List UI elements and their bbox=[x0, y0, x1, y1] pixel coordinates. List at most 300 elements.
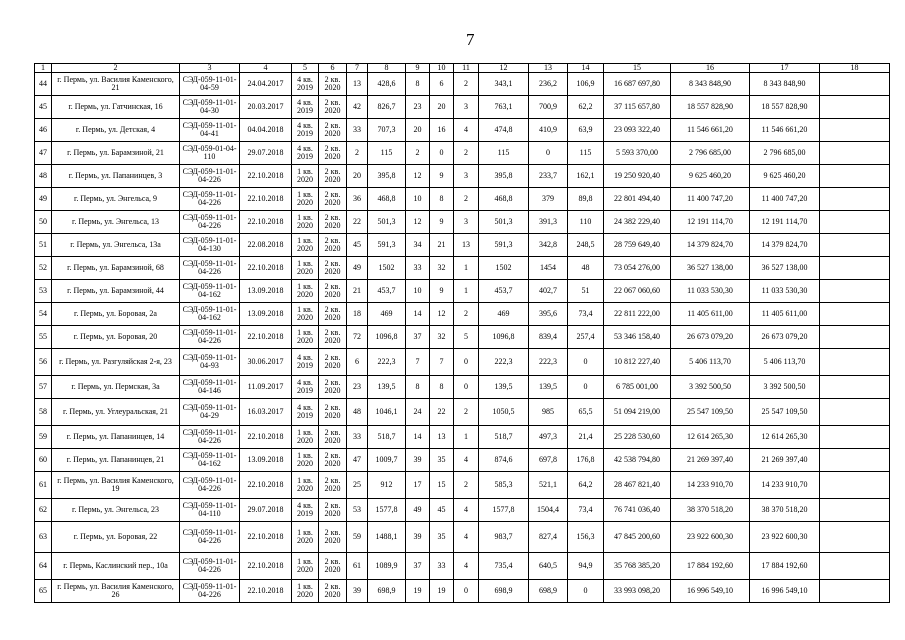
area-municipal-cell: 0 bbox=[568, 376, 604, 399]
cost-fund-cell: 12 614 265,30 bbox=[671, 426, 750, 449]
table-row bbox=[35, 499, 890, 522]
document-number-cell: СЭД-059-11-01-04-226 bbox=[180, 211, 240, 234]
apartments-private-cell: 32 bbox=[430, 257, 454, 280]
area-municipal-cell: 21,4 bbox=[568, 426, 604, 449]
area-resettled-cell: 874,6 bbox=[479, 449, 529, 472]
area-municipal-cell: 0 bbox=[568, 349, 604, 376]
apartments-private-cell: 8 bbox=[430, 376, 454, 399]
end-quarter-cell: 2 кв. 2020 bbox=[319, 119, 347, 142]
area-total-cell: 1089,9 bbox=[368, 553, 406, 580]
start-quarter-cell: 4 кв. 2019 bbox=[292, 119, 319, 142]
apartments-private-cell: 32 bbox=[430, 326, 454, 349]
area-resettled-cell: 1502 bbox=[479, 257, 529, 280]
cost-total-cell: 53 346 158,40 bbox=[604, 326, 671, 349]
document-date-cell: 16.03.2017 bbox=[240, 399, 292, 426]
row-number-cell: 46 bbox=[35, 119, 52, 142]
cost-total-cell: 73 054 276,00 bbox=[604, 257, 671, 280]
address-cell: г. Пермь, ул. Барамзиной, 21 bbox=[52, 142, 180, 165]
cost-budget-cell: 2 796 685,00 bbox=[750, 142, 820, 165]
end-quarter-cell: 2 кв. 2020 bbox=[319, 326, 347, 349]
apartments-municipal-cell: 4 bbox=[454, 553, 479, 580]
apartments-total-cell: 12 bbox=[406, 165, 430, 188]
apartments-private-cell: 0 bbox=[430, 142, 454, 165]
cost-budget-cell: 11 546 661,20 bbox=[750, 119, 820, 142]
row-number-cell: 61 bbox=[35, 472, 52, 499]
row-number-cell: 50 bbox=[35, 211, 52, 234]
cost-fund-cell: 18 557 828,90 bbox=[671, 96, 750, 119]
area-municipal-cell: 65,5 bbox=[568, 399, 604, 426]
address-cell: г. Пермь, ул. Папанинцев, 21 bbox=[52, 449, 180, 472]
area-total-cell: 468,8 bbox=[368, 188, 406, 211]
start-quarter-cell: 1 кв. 2020 bbox=[292, 211, 319, 234]
cost-fund-cell: 23 922 600,30 bbox=[671, 522, 750, 553]
column-number-11: 11 bbox=[454, 64, 479, 73]
document-date-cell: 22.10.2018 bbox=[240, 188, 292, 211]
document-date-cell: 13.09.2018 bbox=[240, 449, 292, 472]
residents-count-cell: 23 bbox=[347, 376, 368, 399]
column-18-cell bbox=[820, 472, 890, 499]
cost-total-cell: 33 993 098,20 bbox=[604, 580, 671, 603]
apartments-municipal-cell: 2 bbox=[454, 399, 479, 426]
area-municipal-cell: 89,8 bbox=[568, 188, 604, 211]
apartments-total-cell: 49 bbox=[406, 499, 430, 522]
cost-budget-cell: 36 527 138,00 bbox=[750, 257, 820, 280]
cost-budget-cell: 12 191 114,70 bbox=[750, 211, 820, 234]
end-quarter-cell: 2 кв. 2020 bbox=[319, 449, 347, 472]
apartments-private-cell: 35 bbox=[430, 522, 454, 553]
apartments-private-cell: 35 bbox=[430, 449, 454, 472]
address-cell: г. Пермь, ул. Василия Каменского, 21 bbox=[52, 73, 180, 96]
table-row bbox=[35, 165, 890, 188]
end-quarter-cell: 2 кв. 2020 bbox=[319, 280, 347, 303]
apartments-total-cell: 24 bbox=[406, 399, 430, 426]
cost-budget-cell: 26 673 079,20 bbox=[750, 326, 820, 349]
cost-total-cell: 5 593 370,00 bbox=[604, 142, 671, 165]
row-number-cell: 44 bbox=[35, 73, 52, 96]
area-municipal-cell: 62,2 bbox=[568, 96, 604, 119]
apartments-total-cell: 20 bbox=[406, 119, 430, 142]
cost-budget-cell: 11 405 611,00 bbox=[750, 303, 820, 326]
column-number-7: 7 bbox=[347, 64, 368, 73]
document-number-cell: СЭД-059-11-01-04-30 bbox=[180, 96, 240, 119]
area-private-cell: 700,9 bbox=[529, 96, 568, 119]
document-number-cell: СЭД-059-11-01-04-110 bbox=[180, 499, 240, 522]
area-resettled-cell: 1050,5 bbox=[479, 399, 529, 426]
column-number-14: 14 bbox=[568, 64, 604, 73]
column-number-15: 15 bbox=[604, 64, 671, 73]
column-18-cell bbox=[820, 553, 890, 580]
apartments-total-cell: 33 bbox=[406, 257, 430, 280]
area-total-cell: 501,3 bbox=[368, 211, 406, 234]
address-cell: г. Пермь, ул. Разгуляйская 2-я, 23 bbox=[52, 349, 180, 376]
document-number-cell: СЭД-059-11-01-04-226 bbox=[180, 188, 240, 211]
apartments-private-cell: 15 bbox=[430, 472, 454, 499]
cost-budget-cell: 11 400 747,20 bbox=[750, 188, 820, 211]
cost-total-cell: 24 382 229,40 bbox=[604, 211, 671, 234]
address-cell: г. Пермь, ул. Боровая, 2а bbox=[52, 303, 180, 326]
row-number-cell: 58 bbox=[35, 399, 52, 426]
cost-fund-cell: 17 884 192,60 bbox=[671, 553, 750, 580]
row-number-cell: 53 bbox=[35, 280, 52, 303]
area-municipal-cell: 106,9 bbox=[568, 73, 604, 96]
row-number-cell: 65 bbox=[35, 580, 52, 603]
cost-fund-cell: 12 191 114,70 bbox=[671, 211, 750, 234]
cost-fund-cell: 5 406 113,70 bbox=[671, 349, 750, 376]
apartments-private-cell: 19 bbox=[430, 580, 454, 603]
start-quarter-cell: 1 кв. 2020 bbox=[292, 280, 319, 303]
register-table bbox=[34, 63, 890, 603]
column-number-1: 1 bbox=[35, 64, 52, 73]
document-date-cell: 22.10.2018 bbox=[240, 426, 292, 449]
cost-budget-cell: 18 557 828,90 bbox=[750, 96, 820, 119]
address-cell: г. Пермь, ул. Папанинцев, 3 bbox=[52, 165, 180, 188]
area-private-cell: 379 bbox=[529, 188, 568, 211]
document-number-cell: СЭД-059-11-01-04-41 bbox=[180, 119, 240, 142]
document-date-cell: 22.10.2018 bbox=[240, 522, 292, 553]
area-municipal-cell: 162,1 bbox=[568, 165, 604, 188]
cost-fund-cell: 3 392 500,50 bbox=[671, 376, 750, 399]
residents-count-cell: 72 bbox=[347, 326, 368, 349]
area-resettled-cell: 983,7 bbox=[479, 522, 529, 553]
area-total-cell: 1046,1 bbox=[368, 399, 406, 426]
area-municipal-cell: 176,8 bbox=[568, 449, 604, 472]
apartments-private-cell: 33 bbox=[430, 553, 454, 580]
cost-fund-cell: 11 546 661,20 bbox=[671, 119, 750, 142]
area-total-cell: 115 bbox=[368, 142, 406, 165]
area-resettled-cell: 468,8 bbox=[479, 188, 529, 211]
column-18-cell bbox=[820, 119, 890, 142]
apartments-municipal-cell: 4 bbox=[454, 119, 479, 142]
end-quarter-cell: 2 кв. 2020 bbox=[319, 96, 347, 119]
apartments-total-cell: 8 bbox=[406, 73, 430, 96]
area-total-cell: 826,7 bbox=[368, 96, 406, 119]
start-quarter-cell: 1 кв. 2020 bbox=[292, 553, 319, 580]
column-18-cell bbox=[820, 580, 890, 603]
area-municipal-cell: 156,3 bbox=[568, 522, 604, 553]
apartments-total-cell: 14 bbox=[406, 303, 430, 326]
cost-total-cell: 28 467 821,40 bbox=[604, 472, 671, 499]
apartments-municipal-cell: 0 bbox=[454, 376, 479, 399]
residents-count-cell: 2 bbox=[347, 142, 368, 165]
end-quarter-cell: 2 кв. 2020 bbox=[319, 188, 347, 211]
column-18-cell bbox=[820, 188, 890, 211]
area-private-cell: 222,3 bbox=[529, 349, 568, 376]
apartments-municipal-cell: 4 bbox=[454, 499, 479, 522]
apartments-municipal-cell: 1 bbox=[454, 426, 479, 449]
cost-fund-cell: 14 379 824,70 bbox=[671, 234, 750, 257]
apartments-total-cell: 10 bbox=[406, 188, 430, 211]
area-resettled-cell: 474,8 bbox=[479, 119, 529, 142]
document-date-cell: 13.09.2018 bbox=[240, 303, 292, 326]
table-row bbox=[35, 142, 890, 165]
cost-fund-cell: 21 269 397,40 bbox=[671, 449, 750, 472]
cost-budget-cell: 21 269 397,40 bbox=[750, 449, 820, 472]
area-private-cell: 697,8 bbox=[529, 449, 568, 472]
residents-count-cell: 39 bbox=[347, 580, 368, 603]
cost-total-cell: 35 768 385,20 bbox=[604, 553, 671, 580]
document-date-cell: 29.07.2018 bbox=[240, 142, 292, 165]
residents-count-cell: 36 bbox=[347, 188, 368, 211]
address-cell: г. Пермь, ул. Энгельса, 13 bbox=[52, 211, 180, 234]
apartments-private-cell: 22 bbox=[430, 399, 454, 426]
residents-count-cell: 22 bbox=[347, 211, 368, 234]
residents-count-cell: 49 bbox=[347, 257, 368, 280]
apartments-municipal-cell: 5 bbox=[454, 326, 479, 349]
document-number-cell: СЭД-059-11-01-04-59 bbox=[180, 73, 240, 96]
row-number-cell: 51 bbox=[35, 234, 52, 257]
area-municipal-cell: 73,4 bbox=[568, 303, 604, 326]
area-private-cell: 985 bbox=[529, 399, 568, 426]
column-number-12: 12 bbox=[479, 64, 529, 73]
column-number-5: 5 bbox=[292, 64, 319, 73]
area-private-cell: 233,7 bbox=[529, 165, 568, 188]
cost-fund-cell: 9 625 460,20 bbox=[671, 165, 750, 188]
apartments-total-cell: 12 bbox=[406, 211, 430, 234]
apartments-private-cell: 9 bbox=[430, 211, 454, 234]
document-number-cell: СЭД-059-11-01-04-162 bbox=[180, 303, 240, 326]
apartments-total-cell: 8 bbox=[406, 376, 430, 399]
row-number-cell: 52 bbox=[35, 257, 52, 280]
address-cell: г. Пермь, ул. Пермская, 3а bbox=[52, 376, 180, 399]
start-quarter-cell: 1 кв. 2020 bbox=[292, 472, 319, 499]
area-resettled-cell: 343,1 bbox=[479, 73, 529, 96]
apartments-private-cell: 12 bbox=[430, 303, 454, 326]
apartments-private-cell: 21 bbox=[430, 234, 454, 257]
address-cell: г. Пермь, ул. Папанинцев, 14 bbox=[52, 426, 180, 449]
document-date-cell: 22.10.2018 bbox=[240, 165, 292, 188]
area-private-cell: 139,5 bbox=[529, 376, 568, 399]
apartments-municipal-cell: 0 bbox=[454, 580, 479, 603]
area-private-cell: 640,5 bbox=[529, 553, 568, 580]
start-quarter-cell: 1 кв. 2020 bbox=[292, 234, 319, 257]
residents-count-cell: 59 bbox=[347, 522, 368, 553]
area-resettled-cell: 395,8 bbox=[479, 165, 529, 188]
apartments-total-cell: 23 bbox=[406, 96, 430, 119]
address-cell: г. Пермь, ул. Гатчинская, 16 bbox=[52, 96, 180, 119]
apartments-private-cell: 9 bbox=[430, 280, 454, 303]
column-number-row bbox=[35, 64, 890, 73]
area-resettled-cell: 1577,8 bbox=[479, 499, 529, 522]
apartments-total-cell: 2 bbox=[406, 142, 430, 165]
address-cell: г. Пермь, ул. Василия Каменского, 26 bbox=[52, 580, 180, 603]
area-resettled-cell: 698,9 bbox=[479, 580, 529, 603]
document-number-cell: СЭД-059-11-01-04-226 bbox=[180, 257, 240, 280]
document-number-cell: СЭД-059-11-01-04-226 bbox=[180, 165, 240, 188]
area-private-cell: 1454 bbox=[529, 257, 568, 280]
area-total-cell: 1502 bbox=[368, 257, 406, 280]
table-row bbox=[35, 303, 890, 326]
residents-count-cell: 45 bbox=[347, 234, 368, 257]
column-number-6: 6 bbox=[319, 64, 347, 73]
table-row bbox=[35, 426, 890, 449]
area-private-cell: 839,4 bbox=[529, 326, 568, 349]
document-number-cell: СЭД-059-11-01-04-29 bbox=[180, 399, 240, 426]
start-quarter-cell: 4 кв. 2019 bbox=[292, 499, 319, 522]
area-resettled-cell: 763,1 bbox=[479, 96, 529, 119]
cost-budget-cell: 23 922 600,30 bbox=[750, 522, 820, 553]
start-quarter-cell: 4 кв. 2019 bbox=[292, 399, 319, 426]
start-quarter-cell: 1 кв. 2020 bbox=[292, 522, 319, 553]
address-cell: г. Пермь, ул. Углеуральская, 21 bbox=[52, 399, 180, 426]
apartments-municipal-cell: 1 bbox=[454, 257, 479, 280]
area-total-cell: 518,7 bbox=[368, 426, 406, 449]
document-date-cell: 20.03.2017 bbox=[240, 96, 292, 119]
apartments-municipal-cell: 4 bbox=[454, 449, 479, 472]
document-date-cell: 13.09.2018 bbox=[240, 280, 292, 303]
cost-total-cell: 25 228 530,60 bbox=[604, 426, 671, 449]
cost-total-cell: 22 067 060,60 bbox=[604, 280, 671, 303]
cost-total-cell: 37 115 657,80 bbox=[604, 96, 671, 119]
residents-count-cell: 42 bbox=[347, 96, 368, 119]
table-row bbox=[35, 376, 890, 399]
column-number-17: 17 bbox=[750, 64, 820, 73]
column-18-cell bbox=[820, 234, 890, 257]
start-quarter-cell: 1 кв. 2020 bbox=[292, 165, 319, 188]
area-municipal-cell: 64,2 bbox=[568, 472, 604, 499]
apartments-total-cell: 17 bbox=[406, 472, 430, 499]
column-18-cell bbox=[820, 303, 890, 326]
apartments-private-cell: 16 bbox=[430, 119, 454, 142]
row-number-cell: 63 bbox=[35, 522, 52, 553]
apartments-total-cell: 37 bbox=[406, 553, 430, 580]
cost-fund-cell: 2 796 685,00 bbox=[671, 142, 750, 165]
column-18-cell bbox=[820, 426, 890, 449]
area-total-cell: 707,3 bbox=[368, 119, 406, 142]
cost-total-cell: 6 785 001,00 bbox=[604, 376, 671, 399]
cost-total-cell: 22 801 494,40 bbox=[604, 188, 671, 211]
column-18-cell bbox=[820, 376, 890, 399]
area-municipal-cell: 110 bbox=[568, 211, 604, 234]
end-quarter-cell: 2 кв. 2020 bbox=[319, 472, 347, 499]
document-number-cell: СЭД-059-11-01-04-226 bbox=[180, 426, 240, 449]
document-date-cell: 22.10.2018 bbox=[240, 472, 292, 499]
apartments-total-cell: 7 bbox=[406, 349, 430, 376]
address-cell: г. Пермь, ул. Детская, 4 bbox=[52, 119, 180, 142]
table-row bbox=[35, 96, 890, 119]
area-total-cell: 591,3 bbox=[368, 234, 406, 257]
row-number-cell: 59 bbox=[35, 426, 52, 449]
area-municipal-cell: 115 bbox=[568, 142, 604, 165]
column-18-cell bbox=[820, 73, 890, 96]
end-quarter-cell: 2 кв. 2020 bbox=[319, 376, 347, 399]
document-date-cell: 22.10.2018 bbox=[240, 257, 292, 280]
end-quarter-cell: 2 кв. 2020 bbox=[319, 580, 347, 603]
column-number-2: 2 bbox=[52, 64, 180, 73]
area-private-cell: 698,9 bbox=[529, 580, 568, 603]
document-date-cell: 22.10.2018 bbox=[240, 326, 292, 349]
row-number-cell: 64 bbox=[35, 553, 52, 580]
column-18-cell bbox=[820, 522, 890, 553]
area-resettled-cell: 585,3 bbox=[479, 472, 529, 499]
end-quarter-cell: 2 кв. 2020 bbox=[319, 211, 347, 234]
column-18-cell bbox=[820, 349, 890, 376]
cost-total-cell: 23 093 322,40 bbox=[604, 119, 671, 142]
residents-count-cell: 21 bbox=[347, 280, 368, 303]
address-cell: г. Пермь, ул. Энгельса, 9 bbox=[52, 188, 180, 211]
end-quarter-cell: 2 кв. 2020 bbox=[319, 499, 347, 522]
area-resettled-cell: 735,4 bbox=[479, 553, 529, 580]
cost-budget-cell: 14 233 910,70 bbox=[750, 472, 820, 499]
area-resettled-cell: 222,3 bbox=[479, 349, 529, 376]
address-cell: г. Пермь, ул. Барамзиной, 68 bbox=[52, 257, 180, 280]
apartments-total-cell: 37 bbox=[406, 326, 430, 349]
table-row bbox=[35, 522, 890, 553]
cost-budget-cell: 11 033 530,30 bbox=[750, 280, 820, 303]
column-18-cell bbox=[820, 399, 890, 426]
area-total-cell: 469 bbox=[368, 303, 406, 326]
column-number-13: 13 bbox=[529, 64, 568, 73]
area-resettled-cell: 139,5 bbox=[479, 376, 529, 399]
document-date-cell: 22.10.2018 bbox=[240, 211, 292, 234]
column-18-cell bbox=[820, 165, 890, 188]
cost-total-cell: 76 741 036,40 bbox=[604, 499, 671, 522]
document-number-cell: СЭД-059-11-01-04-226 bbox=[180, 580, 240, 603]
area-total-cell: 1009,7 bbox=[368, 449, 406, 472]
end-quarter-cell: 2 кв. 2020 bbox=[319, 142, 347, 165]
area-private-cell: 410,9 bbox=[529, 119, 568, 142]
area-resettled-cell: 591,3 bbox=[479, 234, 529, 257]
cost-fund-cell: 11 400 747,20 bbox=[671, 188, 750, 211]
cost-fund-cell: 25 547 109,50 bbox=[671, 399, 750, 426]
document-number-cell: СЭД-059-01-04-110 bbox=[180, 142, 240, 165]
table-row bbox=[35, 73, 890, 96]
row-number-cell: 57 bbox=[35, 376, 52, 399]
area-municipal-cell: 0 bbox=[568, 580, 604, 603]
apartments-municipal-cell: 3 bbox=[454, 211, 479, 234]
table-row bbox=[35, 188, 890, 211]
column-18-cell bbox=[820, 326, 890, 349]
cost-fund-cell: 26 673 079,20 bbox=[671, 326, 750, 349]
address-cell: г. Пермь, ул. Энгельса, 13а bbox=[52, 234, 180, 257]
area-resettled-cell: 453,7 bbox=[479, 280, 529, 303]
table-row bbox=[35, 119, 890, 142]
cost-total-cell: 42 538 794,80 bbox=[604, 449, 671, 472]
address-cell: г. Пермь, ул. Энгельса, 23 bbox=[52, 499, 180, 522]
apartments-municipal-cell: 13 bbox=[454, 234, 479, 257]
apartments-total-cell: 39 bbox=[406, 449, 430, 472]
area-total-cell: 1096,8 bbox=[368, 326, 406, 349]
area-municipal-cell: 51 bbox=[568, 280, 604, 303]
apartments-private-cell: 13 bbox=[430, 426, 454, 449]
apartments-municipal-cell: 2 bbox=[454, 472, 479, 499]
column-number-9: 9 bbox=[406, 64, 430, 73]
apartments-municipal-cell: 2 bbox=[454, 73, 479, 96]
apartments-private-cell: 7 bbox=[430, 349, 454, 376]
end-quarter-cell: 2 кв. 2020 bbox=[319, 257, 347, 280]
residents-count-cell: 25 bbox=[347, 472, 368, 499]
area-private-cell: 402,7 bbox=[529, 280, 568, 303]
apartments-private-cell: 45 bbox=[430, 499, 454, 522]
residents-count-cell: 53 bbox=[347, 499, 368, 522]
document-date-cell: 22.10.2018 bbox=[240, 553, 292, 580]
apartments-municipal-cell: 1 bbox=[454, 280, 479, 303]
column-18-cell bbox=[820, 96, 890, 119]
document-date-cell: 22.10.2018 bbox=[240, 580, 292, 603]
cost-fund-cell: 14 233 910,70 bbox=[671, 472, 750, 499]
apartments-private-cell: 20 bbox=[430, 96, 454, 119]
column-number-16: 16 bbox=[671, 64, 750, 73]
end-quarter-cell: 2 кв. 2020 bbox=[319, 349, 347, 376]
apartments-private-cell: 6 bbox=[430, 73, 454, 96]
cost-total-cell: 19 250 920,40 bbox=[604, 165, 671, 188]
area-private-cell: 497,3 bbox=[529, 426, 568, 449]
column-18-cell bbox=[820, 257, 890, 280]
area-total-cell: 1488,1 bbox=[368, 522, 406, 553]
start-quarter-cell: 1 кв. 2020 bbox=[292, 257, 319, 280]
document-date-cell: 29.07.2018 bbox=[240, 499, 292, 522]
row-number-cell: 54 bbox=[35, 303, 52, 326]
area-total-cell: 139,5 bbox=[368, 376, 406, 399]
